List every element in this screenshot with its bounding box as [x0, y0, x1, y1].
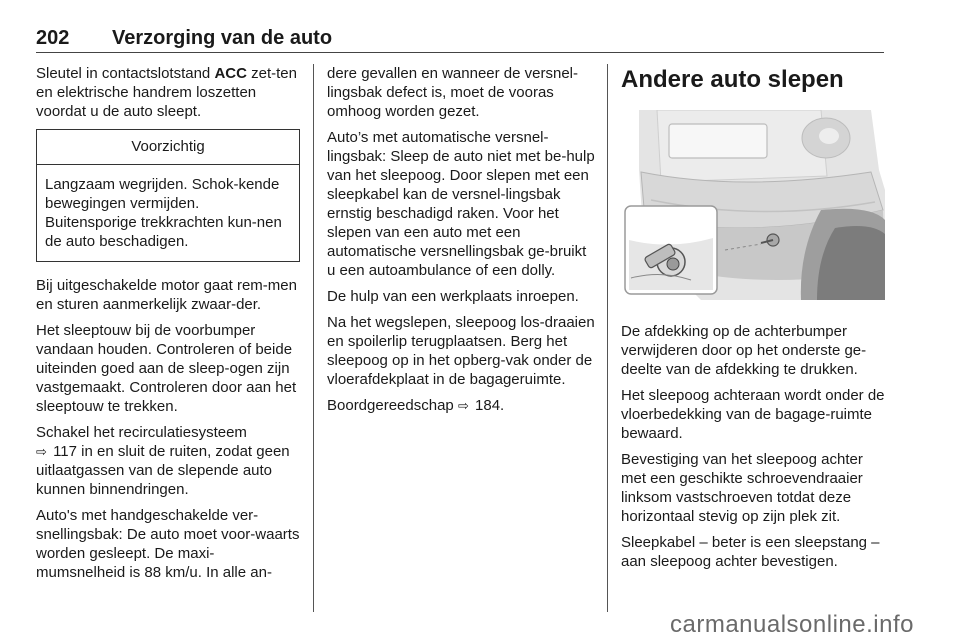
caution-box [36, 129, 300, 262]
page-number: 202 [36, 27, 70, 49]
paragraph-attach-cable: Sleepkabel – beter is een sleepstang – aan sleepoog achter bevestigen. [621, 534, 880, 570]
page-reference-icon: ⇨ [457, 398, 469, 413]
paragraph-engine-off: Bij uitgeschakelde motor gaat rem-men en sturen aanmerkelijk zwaar-der. [36, 277, 297, 313]
paragraph-remove-cover: De afdekking op de achterbumper verwijderen door op het onderste ge-deelte van de afdekking te drukken. [621, 323, 867, 378]
paragraph-towing-eye-storage: Het sleepoog achteraan wordt onder de vloerbedekking van de bagage-ruimte bewaard. [621, 387, 885, 442]
paragraph-recirculation: Schakel het recirculatiesysteem ⇨ 117 in en sluit de ruiten, zodat geen uitlaatgassen van de slepende auto kunnen binnendringen. [36, 424, 290, 498]
key-position-acc: ACC [214, 65, 247, 82]
paragraph-workshop: De hulp van een werkplaats inroepen. [327, 288, 579, 305]
car-rear-bumper-illustration [621, 110, 885, 300]
chapter-title: Verzorging van de auto [112, 27, 333, 49]
page-header [36, 26, 884, 53]
rear-towing-eye-illustration [621, 110, 885, 300]
column-2 [327, 64, 595, 422]
column-divider-2 [607, 64, 608, 612]
paragraph-screw-in-eye: Bevestiging van het sleepoog achter met een geschikte schroevendraaier linksom vastschroeven totdat deze horizontaal stevig op zijn plek zit. [621, 451, 863, 525]
column-divider-1 [313, 64, 314, 612]
paragraph-manual-gearbox: Auto's met handgeschakelde ver-snellingsbak: De auto moet voor-waarts worden gesleept. De maxi-mumsnelheid is 88 km/u. In alle an- [36, 507, 300, 581]
column-3 [621, 64, 889, 578]
paragraph-key-position: Sleutel in contactslotstand ACC zet-ten en elektrische handrem loszetten voordat u de auto sleept. [36, 65, 297, 120]
paragraph-tow-rope: Het sleeptouw bij de voorbumper vandaan houden. Controleren of beide uiteinden goed aan de sleep-ogen zijn vastgemaakt. Controleren door aan het sleeptouw te trekken. [36, 322, 297, 415]
column-1 [36, 64, 300, 589]
paragraph-front-axle: dere gevallen en wanneer de versnel-lingsbak defect is, moet de vooras omhoog worden gezet. [327, 65, 578, 120]
paragraph-automatic-gearbox: Auto’s met automatische versnel-lingsbak: Sleep de auto niet met be-hulp van het sleepoog. Door slepen met een sleepkabel kan de versnel-lingsbak ernstig beschadigd raken. Voor het slepen van een auto met een automatische versnellingsbak ge-bruikt u een autoambulance of een dolly. [327, 129, 595, 279]
paragraph-after-towing: Na het wegslepen, sleepoog los-draaien en spoilerlip terugplaatsen. Berg het sleepoog op in het opberg-vak onder de vloerafdekplaat in de bagageruimte. [327, 314, 595, 388]
caution-title: Voorzichtig [37, 130, 299, 165]
paragraph-tool-kit: Boordgereedschap ⇨ 184. [327, 397, 505, 414]
caution-text: Langzaam wegrijden. Schok-kende bewegingen vermijden. Buitensporige trekkrachten kun-nen de auto beschadigen. [45, 176, 282, 250]
page-reference-icon: ⇨ [36, 444, 47, 459]
section-title: Andere auto slepen [621, 66, 844, 93]
watermark-text: carmanualsonline.info [670, 611, 914, 638]
